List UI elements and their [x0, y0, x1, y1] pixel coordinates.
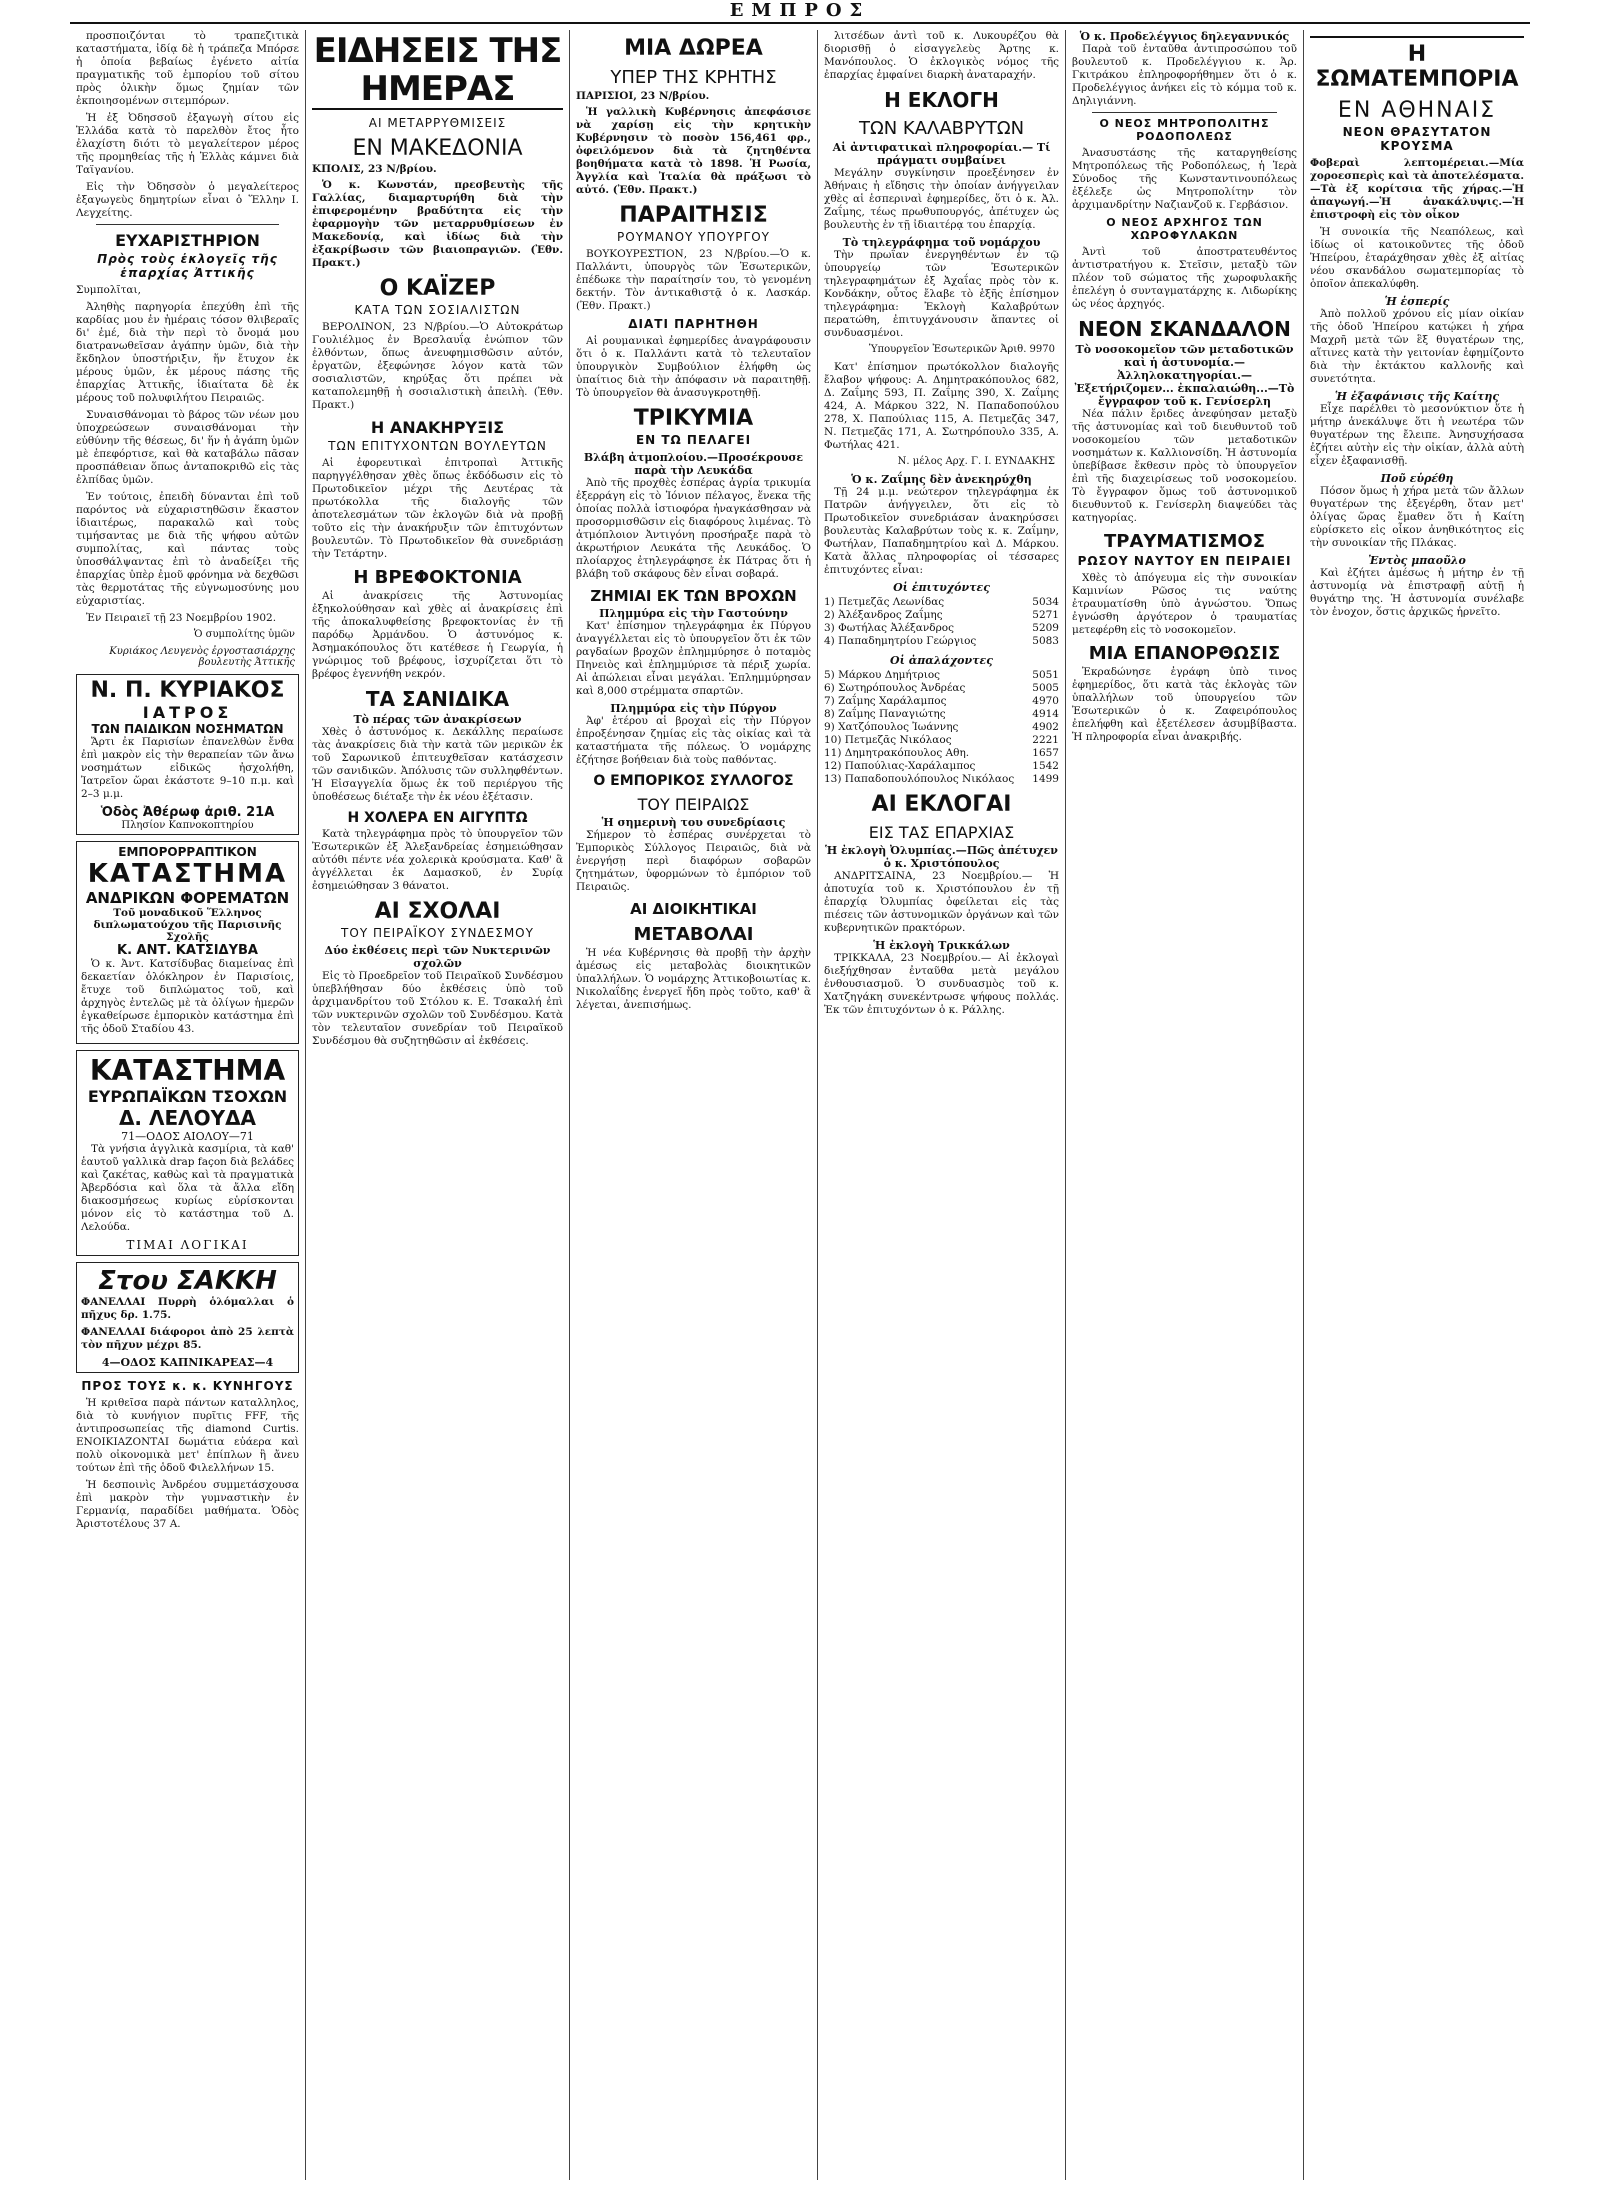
column-3: [570, 30, 818, 2180]
section-title: Ο ΝΕΟΣ ΜΗΤΡΟΠΟΛΙΤΗΣ ΡΟΔΟΠΟΛΕΩΣ: [1099, 117, 1270, 143]
paragraph: Ἀπὸ τῆς προχθὲς ἑσπέρας ἀγρία τρικυμία ἐξερράγη εἰς τὸ Ἰόνιον πέλαγος, ἕνεκα τῆς ὁποίας πολλὰ ἱστιοφόρα ἠναγκάσθησαν νὰ προσορμισθῶσιν εἰς διαφόρους λιμένας. Τὸ ἀτμόπλοιον Ἀντιγόνη προσήραξε παρὰ τὸ ἀκρωτήριον Λευκάτα τῆς Λευκάδος. Ὁ πλοίαρχος ἐτηλεγράφησε ἐκ Πάτρας ὅτι ἡ βλάβη τοῦ σκάφους δὲν εἶναι σοβαρά.: [576, 477, 811, 580]
list-item: [824, 695, 1059, 708]
list-item: [824, 760, 1059, 773]
section-title: ΑΙ ΕΚΛΟΓΑΙ: [871, 792, 1012, 817]
paragraph: Νέα πάλιν ἔριδες ἀνεφύησαν μεταξὺ τῆς ἀστυνομίας καὶ τοῦ διευθυντοῦ τοῦ νοσοκομείου τῶν μεταδοτικῶν νοσημάτων κ. Καλλιονσίδη. Ἡ ἀστυνομία ὑπεβίβασε ἔκθεσιν πρὸς τὸ ὑπουργεῖον ἐπὶ τῆς διαχειρίσεως τοῦ νοσοκομείου. Τὸ ἔγγραφον ὅμως τοῦ ἀστυνομικοῦ διευθυντοῦ κ. Γενίσερλη διαψεύδει τὰς κατηγορίας.: [1072, 408, 1297, 524]
section-head: Πλημμύρα εἰς τὴν Γαστούνην: [599, 607, 788, 620]
section-subtitle: ΝΕΟΝ ΘΡΑΣΥΤΑΤΟΝ ΚΡΟΥΣΜΑ: [1342, 125, 1492, 153]
signature: Ν. μέλος Αρχ. Γ. Ι. ΕΥΝΔΑΚΗΣ: [897, 456, 1055, 467]
candidate-name: 2) Ἀλέξανδρος Ζαΐμης: [824, 609, 943, 621]
section-title: ΑΙ ΜΕΤΑΡΡΥΘΜΙΣΕΙΣ: [368, 116, 507, 130]
subheading: Ποῦ εὑρέθη: [1380, 472, 1454, 485]
ad-text: Τὰ γνήσια ἀγγλικὰ κασμίρια, τὰ καθ' ἑαυτοῦ γαλλικὰ drap façon διὰ βελάδες καὶ ζακέτας, καθὼς καὶ τὰ πραγματικὰ Ἀβερδόσια καὶ ὅλα τὰ ἄλλα εἴδη διακοσμήσεως κυρίως εὑρίσκονται μόνον εἰς τὸ κατάστημα τοῦ Δ. Λελούδα.: [81, 1143, 295, 1233]
column-6: [1304, 30, 1530, 2180]
list-item: [824, 682, 1059, 695]
paragraph: Ἀφ' ἑτέρου αἱ βροχαὶ εἰς τὴν Πύργον ἐπροξένησαν ζημίας εἰς τὰς οἰκίας καὶ τὰ καταστήματα τῆς πόλεως. Ὁ νομάρχης ἐζήτησε βοήθειαν διὰ τοὺς παθόντας.: [576, 715, 811, 766]
section-subtitle: ΤΩΝ ΚΑΛΑΒΡΥΤΩΝ: [858, 118, 1025, 139]
ad-text: Ἡ δεσποινὶς Ἀνδρέου συμμετάσχουσα ἐπὶ μακρὸν τὴν γυμναστικὴν ἐν Γερμανίᾳ, παραδίδει μαθήματα. Ὁδὸς Ἀριστοτέλους 37 Α.: [76, 1479, 299, 1530]
paragraph: Συναισθάνομαι τὸ βάρος τῶν νέων μου ὑποχρεώσεων συναισθάνομαι τὴν εὐθύνην τῆς θέσεως, δι' ἥν ἡ ἀγάπη ὑμῶν μὲ ἐπεφόρτισε, καὶ θὰ καταβάλω πᾶσαν προσπάθειαν ὅπως ἀνταποκριθῶ εἰς τὰς ἐλπίδας ὑμῶν.: [76, 409, 299, 486]
section-title: Η ΧΟΛΕΡΑ ΕΝ ΑΙΓΥΠΤΩ: [347, 810, 528, 826]
ad-address: 71—ΟΔΟΣ ΑΙΟΛΟΥ—71: [121, 1130, 254, 1143]
section-subtitle: ΤΟΥ ΠΕΙΡΑΙΩΣ: [637, 795, 750, 814]
ad-text: Ὁ κ. Ἀντ. Κατσίδυβας διαμείνας ἐπὶ δεκαετίαν ὁλόκληρον ἐν Παρισίοις, ἔτυχε τοῦ διπλώματος τοῦ, καὶ ἀρχηγὸς ἐντελῶς μὲ τὰ ὀλίγων ἡμερῶν ἐγκαθείρωσε ἐμπορικὸν κατάστημα ἐπὶ τῆς ὁδοῦ Σταδίου 43.: [81, 958, 294, 1035]
ad-role: ΙΑΤΡΟΣ: [142, 703, 233, 722]
vote-count: 5209: [1032, 622, 1059, 634]
section-head: Βλάβη ἀτμοπλοίου.—Προσέκρουσε παρὰ τὴν Λευκάδα: [583, 451, 804, 477]
vote-count: 5051: [1032, 669, 1059, 681]
list-item: [824, 596, 1059, 609]
section-head: Τὸ τηλεγράφημα τοῦ νομάρχου: [842, 236, 1041, 249]
paragraph: Χθὲς τὸ ἀπόγευμα εἰς τὴν συνοικίαν Καμινίων Ρῶσος τις ναύτης ἐτραυματίσθη ὑπὸ ἀγνώστου. Ὅπως ἐγνώσθη ἀργότερον ὁ τραυματίας μετεφέρθη εἰς τὸ νοσοκομεῖον.: [1072, 572, 1297, 636]
paragraph: Κατὰ τηλεγράφημα πρὸς τὸ ὑπουργεῖον τῶν Ἐσωτερικῶν ἐξ Ἀλεξανδρείας ἐσημειώθησαν αὐτόθι πέντε νέα χολερικὰ κρούσματα. Καθ' ἃ ἀγγέλλεται ἐκ Δαμασκοῦ, ἐν Συρίᾳ ἐσημειώθησαν 3 θάνατοι.: [312, 828, 563, 892]
list-item: [824, 669, 1059, 682]
ad-subtitle: ΕΥΡΩΠΑΪΚΩΝ ΤΣΟΧΩΝ: [87, 1087, 288, 1106]
paragraph: Ἐν τούτοις, ἐπειδὴ δύνανται ἐπὶ τοῦ παρόντος νὰ εὐχαριστηθῶσιν ἕκαστον ἰδιαιτέρως, παρακαλῶ καὶ τοὺς τιμήσαντας με διὰ τῆς ψήφου αὐτῶν συμπολίτας, καὶ πάντας τοὺς ὑποσθάλψαντας ἐπὶ τὸ ἀναδείξει τῆς ἐπαρχίας ὑπὲρ ἐμοῦ φρόνημα νὰ δεχθῶσι τὰς θερμοτάτας τῆς εὐγνωμοσύνης μου εὐχαριστίας.: [76, 491, 299, 607]
candidate-name: 4) Παπαδημητρίου Γεώργιος: [824, 635, 977, 647]
section-subtitle: ΡΟΥΜΑΝΟΥ ΥΠΟΥΡΓΟΥ: [617, 230, 770, 244]
ad-text: Ἡ κριθεῖσα παρὰ πάντων καταλληλος, διὰ τὸ κυνήγιον πυρῖτις FFF, τῆς ἀντιπροσωπείας τῆς diamond Curtis. ΕΝΟΙΚΙΑΖΟΝΤΑΙ δωμάτια εὐάερα καὶ πολὺ οἰκονομικὰ μετ' ἐπίπλων ἢ ἄνευ τούτων ἐπὶ τῆς ὁδοῦ Φιλελλήνων 15.: [76, 1397, 299, 1474]
section-head: Ὁ κ. Προδελέγγιος δηλεγαννικός: [1079, 30, 1290, 43]
signature: Ὑπουργεῖον Ἐσωτερικῶν Ἀριθ. 9970: [869, 344, 1055, 355]
section-title: Ο ΕΜΠΟΡΙΚΟΣ ΣΥΛΛΟΓΟΣ: [593, 773, 794, 789]
advertisement-fabrics: [76, 1050, 299, 1256]
paragraph: Ἀληθὴς παρηγορία ἐπεχύθη ἐπὶ τῆς καρδίας μου ἐν ἡμέραις τόσον θλιβεραῖς δι' ἐμέ, διὰ τὴν περὶ τὸ ὄνομά μου διατρανωθεῖσαν ἀγάπην ὑμῶν, διὰ τὴν ἔκδηλον ὑποστήριξιν, ἥν ἔτυχον ἐκ μέρους ὑμῶν, ἐκ μέρους πάσης τῆς ἐπαρχίας Ἀττικῆς, ἰδιαίτατα δὲ ἐκ μέρους τοῦ πολυφιλήτου Πειραιῶς.: [76, 301, 299, 404]
ad-address: 4—ΟΔΟΣ ΚΑΠΝΙΚΑΡΕΑΣ—4: [101, 1356, 274, 1369]
paragraph: Παρὰ τοῦ ἐνταῦθα ἀντιπροσώπου τοῦ βουλευτοῦ κ. Προδελέγγιου κ. Ἀρ. Γκιτράκου ἐπληροφορήθημεν ὅτι ὁ κ. Προδελέγγιος ἀνήκει εἰς τὸ κόμμα τοῦ κ. Δηλιγιάννη.: [1072, 43, 1297, 107]
ad-text: ΦΑΝΕΛΛΑΙ διάφοροι ἀπὸ 25 λεπτὰ τὸν πῆχυν μέχρι 85.: [81, 1326, 294, 1351]
results-heading: Οἱ ἀπαλάχοντες: [890, 654, 993, 667]
section-title: ΕΥΧΑΡΙΣΤΗΡΙΟΝ: [115, 231, 260, 250]
paragraph: Κατ' ἐπίσημον πρωτόκολλον διαλογῆς ἔλαβον ψήφους: Α. Δημητρακόπουλος 682, Δ. Ζαΐμης 593, Π. Ζαΐμης 390, Χ. Ζαΐμης 424, Α. Μάρκου 322, Ν. Παπαδοπούλου 278, Χ. Παπούλιας 115, Α. Πετμεζᾶς 347, Ν. Πετμεζᾶς 171, Α. Σωτηρόπουλο 335, Α. Φωτήλας 421.: [824, 361, 1059, 451]
section-subtitle: ΕΝ ΤΩ ΠΕΛΑΓΕΙ: [635, 433, 752, 447]
section-head: Ὁ κ. Ζαΐμης δὲν ἀνεκηρύχθη: [851, 473, 1032, 486]
section-title: Ο ΝΕΟΣ ΑΡΧΗΓΟΣ ΤΩΝ ΧΩΡΟΦΥΛΑΚΩΝ: [1106, 216, 1263, 242]
paragraph: λιτσέδων ἀντὶ τοῦ κ. Λυκουρέζου θὰ διορισθῇ ὁ εἰσαγγελεὺς Ἀρτης κ. Μανόπουλος. Ὁ ἐκλογικὸς νόμος τῆς ἐπαρχίας ἐμφαίνει διαρκὴ ἀναταραχήν.: [824, 30, 1059, 81]
ad-title: ΚΑΤΑΣΤΗΜΑ: [89, 1054, 286, 1087]
paragraph: Καὶ ἐζήτει ἀμέσως ἡ μήτηρ ἐν τῇ ἀστυνομίᾳ νὰ ἐπιστραφῇ αὐτῇ ἡ θυγάτηρ της. Ἡ ἀστυνομία συνέλαβε τὸν ἐνοχον, ὅστις ἀρχικῶς ἠρνεῖτο.: [1310, 567, 1524, 618]
paragraph: Ἐκραδώνησε ἐγράφη ὑπὸ τινος ἐφημερίδος, ὅτι κατὰ τὰς ἐκλογὰς τῶν ὑπαλλήλων τοῦ ὑπουργείου τῶν Ἐσωτερικῶν ὁ κ. Ζαφειρόπουλος ἐπελήφθη καὶ ἐξετέλεσεν ἀσυμβίβαστα. Ἡ πληροφορία εἶναι ἀνακριβής.: [1072, 666, 1297, 743]
paragraph: Μεγάλην συγκίνησιν προεξένησεν ἐν Ἀθήναις ἡ εἴδησις τὴν ὁποίαν ἀνήγγειλαν χθὲς αἱ ἑσπεριναὶ ἐφημερίδες, ὅτι ὁ κ. Ἀλ. Ζαΐμης, τέως πρωθυπουργός, ἀπέτυχεν ὡς βουλευτὴς ἐν τῇ ἰδιαιτέρᾳ του ἐπαρχίᾳ.: [824, 167, 1059, 231]
candidate-name: 13) Παπαδοπουλόπουλος Νικόλαος: [824, 773, 1015, 785]
candidate-name: 7) Ζαΐμης Χαράλαμπος: [824, 695, 947, 707]
paragraph: προσποιζόνται τὸ τραπεζιτικὰ καταστήματα, ἰδίᾳ δὲ ἡ τράπεζα Μπόρσε ἡ ὁποία βεβαίως ἐγένετο αἰτία πραγματικῆς τοῦ ἐμπορίου τοῦ σίτου πρὸς ὀλικὴν ὅμως ζημίαν τῶν ἐκποιησομένων σιτεμπόρων.: [76, 30, 299, 107]
paragraph: Αἱ ἀνακρίσεις τῆς Ἀστυνομίας ἐξηκολούθησαν καὶ χθὲς αἱ ἀνακρίσεις ἐπὶ τῆς ἀποκαλυφθείσης βρεφοκτονίας ἐν τῇ παρόδῳ Ἀρμάνδου. Ὁ ἀστυνόμος κ. Ἀσημακόπουλος ὅτι κατέθεσε ἡ Γεωργία, ἡ γνώριμος τοῦ βρέφους, ἰσχυρίζεται ὅτι τὸ βρέφος ἐγεννήθη νεκρόν.: [312, 590, 563, 680]
paragraph: Τὴν πρωΐαν ἐνεργηθέντων ἐν τῷ ὑπουργείῳ τῶν Ἐσωτερικῶν τηλεγραφημάτων ἐξ Ἀχαΐας πρὸς τὸν κ. Κονδάκην, οὗτος ἔλαβε τὸ ἑξῆς ἐπίσημον τηλεγράφημα: Ἐκλογὴ Καλαβρύτων περατώθη, ἐπιτυγχάνουσιν ἅπαντες οἱ συνδυασμένοι.: [824, 249, 1059, 339]
ad-title: ΚΑΤΑΣΤΗΜΑ: [87, 859, 288, 889]
winners-list: [824, 596, 1059, 648]
vote-count: 1499: [1032, 773, 1059, 785]
vote-count: 2221: [1032, 734, 1059, 746]
columns: [70, 30, 1530, 2180]
ad-line: Τοῦ μοναδικοῦ Ἕλληνος διπλωματούχου τῆς Παρισινῆς Σχολῆς: [93, 907, 282, 943]
paragraph: Ἀπὸ πολλοῦ χρόνου εἰς μίαν οἰκίαν τῆς ὁδοῦ Ἠπείρου κατῴκει ἡ χήρα Μαχρῆ μετὰ τῶν ἓξ θυγατέρων της, αἵτινες κατὰ τὴν γειτονίαν ἐφημίζοντο διὰ τὴν ἐκτάκτου καλλονῆς καὶ συνετότητα.: [1310, 308, 1524, 385]
dateline: Ἐν Πειραιεῖ τῇ 23 Νοεμβρίου 1902.: [86, 612, 277, 624]
dateline: ΠΑΡΙΣΙΟΙ, 23 Ν/βρίου.: [576, 90, 710, 102]
paragraph: ΑΝΔΡΙΤΣΑΙΝΑ, 23 Νοεμβρίου.— Ἡ ἀποτυχία τοῦ κ. Χριστόπουλου ἐν τῇ ἐπαρχίᾳ Ὀλυμπίας ὀφείλεται εἰς τὰς πιέσεις τῶν ἀστυνομικῶν ὀργάνων καὶ τῶν κυβερνητικῶν πρακτόρων.: [824, 870, 1059, 934]
advertisement-sakkis: [76, 1262, 299, 1373]
subheading: Ἐντὸς μπαοῦλο: [1368, 554, 1466, 567]
section-head: Τὸ νοσοκομεῖον τῶν μεταδοτικῶν καὶ ἡ ἀστυνομία.—Ἀλληλοκατηγορίαι.—Ἐξετήριζομεν... ἐκπαλαιώθη...—Τὸ ἔγγραφον τοῦ κ. Γενίσερλη: [1074, 343, 1295, 408]
list-item: [824, 635, 1059, 648]
section-title: ΝΕΟΝ ΣΚΑΝΔΑΛΟΝ: [1078, 317, 1291, 341]
signature: Ὁ συμπολίτης ὑμῶν: [193, 629, 295, 640]
paragraph: Εἰς τὸ Προεδρεῖον τοῦ Πειραϊκοῦ Συνδέσμου ὑπεβλήθησαν δύο ἐκθέσεις ὑπὸ τοῦ ἀρχιμανδρίτου τοῦ Στόλου κ. Ε. Τσακαλή ἐπὶ τῶν νυκτερινῶν σχολῶν τοῦ Συνδέσμου. Κατὰ τὸν τελευταῖον συνεδρίαν τοῦ Πειραϊκοῦ Συνδέσμου θὰ συζητηθῶσιν αἱ ἐκθέσεις.: [312, 970, 563, 1047]
section-title: Η ΑΝΑΚΗΡΥΞΙΣ: [370, 418, 505, 437]
paragraph: Αἱ ἐφορευτικαὶ ἐπιτροπαὶ Ἀττικῆς παρηγγέλθησαν χθὲς ὅπως ἐκδόδωσιν εἰς τὸ Πρωτοδικεῖον μέχρι τῆς Δευτέρας τὰ πρωτόκολλα τῆς διαλογῆς τῶν ἀποτελεσμάτων τῶν ἐκλογῶν διὰ νὰ προβῇ τοῦτο εἰς τὴν ἀνακήρυξιν τῶν ἐπιτυχόντων βουλευτῶν. Τὸ Πρωτοδικεῖον θὰ συνεδριάσῃ τὴν Τετάρτην.: [312, 457, 563, 560]
signature: Κυριάκος Λευγενὸς ἐργοστασιάρχης βουλευτὴς Ἀττικῆς: [109, 646, 295, 668]
section-head: Αἱ ἀντιφατικαὶ πληροφορίαι.— Τί πράγματι συμβαίνει: [832, 141, 1051, 167]
ad-name: Δ. ΛΕΛΟΥΔΑ: [118, 1106, 257, 1130]
candidate-name: 6) Σωτηρόπουλος Ἀνδρέας: [824, 682, 966, 694]
section-subtitle: Πρὸς τοὺς ἐκλογεῖς τῆς ἐπαρχίας Ἀττικῆς: [97, 252, 278, 280]
divider: [96, 224, 279, 225]
paragraph: Ἡ συνοικία τῆς Νεαπόλεως, καὶ ἰδίως οἱ κατοικοῦντες τῆς ὁδοῦ Ἠπείρου, ἐταράχθησαν χθὲς ἐξ αἰτίας νέου σκανδάλου σωματεμπορίας τὸ ὁποῖον ἀπεκαλύφθη.: [1310, 226, 1524, 290]
paragraph: Τῇ 24 μ.μ. νεώτερον τηλεγράφημα ἐκ Πατρῶν ἀνήγγειλεν, ὅτι εἰς τὸ Πρωτοδικεῖον συνεδριάσαν ἀνακηρύσσει βουλευτὰς Καλαβρύτων τοὺς κ. κ. Ζαΐμην, Φωτήλαν, Παπαδημητρίου καὶ Δ. Μάρκου. Κατὰ ἄλλας πληροφορίας οἱ τέσσαρες ἐπιτυχόντες εἶναι:: [824, 486, 1059, 576]
losers-list: [824, 669, 1059, 786]
section-title-line-2: ΕΝ ΑΘΗΝΑΙΣ: [1337, 98, 1497, 123]
candidate-name: 5) Μάρκου Δημήτριος: [824, 669, 941, 681]
paragraph: Σήμερον τὸ ἑσπέρας συνέρχεται τὸ Ἐμπορικὸς Σύλλογος Πειραιῶς, διὰ νὰ ἐνεργήσῃ περὶ διαφόρων σοβαρῶν ζητημάτων, ὑφορμώνων τὸ ἐμπόριον τοῦ Πειραιῶς.: [576, 829, 811, 893]
paragraph: Εἶχε παρέλθει τὸ μεσονύκτιον ὅτε ἡ μήτηρ ἀνεκάλυψε ὅτι ἡ νεωτέρα τῶν θυγατέρων της ἔλειπε. Ἀνησυχήσασα ἐζήτει αὐτὴν εἰς τὴν οἰκίαν, ἀλλὰ αὐτὴ εἶχεν ἐξαφανισθῇ.: [1310, 403, 1524, 467]
paragraph: ΒΕΡΟΛΙΝΟΝ, 23 Ν/βρίου.—Ὁ Αὐτοκράτωρ Γουλιέλμος ἐν Βρεσλαυΐᾳ ἐνώπιον τῶν ἐλθόντων, ὅπως ἀνευφημισθῶσιν αὐτόν, ἐργατῶν, ἐξεφώνησε λόγον κατὰ τῶν σοσιαλιστῶν, κηρύξας ὅτι πρέπει νὰ καταπολεμηθῇ ἡ σοσιαλιστικὴ ἀπειλὴ. (Ἐθν. Πρακτ.): [312, 321, 563, 411]
subheading: Ἡ ἐξαφάνισις τῆς Καίτης: [1334, 390, 1500, 403]
paragraph: Αἱ ρουμανικαὶ ἐφημερίδες ἀναγράφουσιν ὅτι ὁ κ. Παλλάντι κατὰ τὸ τελευταῖον ὑπουργικὸν Συμβούλιον ἐλήφθη ὡς ὑπαίτιος διὰ τὴν ἀπόφασιν νὰ παραιτηθῇ. Τὸ ὑπουργεῖον θὰ ἀνασυγκροτηθῇ.: [576, 335, 811, 399]
paragraph: Χθὲς ὁ ἀστυνόμος κ. Δεκάλλης περαίωσε τὰς ἀνακρίσεις διὰ τὴν κατὰ τῶν μερικῶν ἐκ τοῦ Σαρωνικοῦ ἐπιτευχθεῖσαν κατάσχεσιν τῶν σανιδικῶν. Ἀπόλυσις τῶν συλληφθέντων. Ἡ Εἰσαγγελία ὅμως ἐκ τοῦ περιέργου τῆς ὑποθέσεως διέταξε τὴν ἐκ νέου ἐξέτασιν.: [312, 726, 563, 803]
paragraph: Ἡ νέα Κυβέρνησις θὰ προβῇ τὴν ἀρχὴν ἀμέσως εἰς μεταβολὰς διοικητικῶν ὑπαλλήλων. Ὁ νομάρχης Ἀττικοβοιωτίας κ. Νικολαΐδης ἐνεργεῖ ἤδη πρὸς τοῦτο, καθ' ἃ λέγεται, ἀνεπισήμως.: [576, 947, 811, 1011]
list-item: [824, 747, 1059, 760]
advertisement-doctor: [76, 674, 299, 835]
vote-count: 5034: [1032, 596, 1059, 608]
candidate-name: 8) Ζαΐμης Παναγιώτης: [824, 708, 946, 720]
candidate-name: 12) Παπούλιας-Χαράλαμπος: [824, 760, 976, 772]
paragraph: Πόσον ὅμως ἡ χήρα μετὰ τῶν ἄλλων θυγατέρων της ἐξεγέρθη, ὅταν μετ' ὀλίγας ὥρας ἔμαθεν ὅτι ἡ Καίτη εὑρίσκετο εἰς οἶκον ἀνηθικότητος εἰς τὴν συνοικίαν τῆς Πλάκας.: [1310, 485, 1524, 549]
vote-count: 4970: [1032, 695, 1059, 707]
section-head: Τὸ πέρας τῶν ἀνακρίσεων: [353, 713, 522, 726]
vote-count: 4914: [1032, 708, 1059, 720]
section-head: Ἡ σημερινὴ του συνεδρίασις: [601, 816, 786, 829]
ad-title: ΠΡΟΣ ΤΟΥΣ κ. κ. ΚΥΝΗΓΟΥΣ: [81, 1379, 294, 1393]
section-title: Η ΒΡΕΦΟΚΤΟΝΙΑ: [353, 567, 522, 588]
divider: [1092, 112, 1277, 113]
list-item: [824, 622, 1059, 635]
section-title: ΑΙ ΣΧΟΛΑΙ: [374, 899, 501, 924]
section-head: Ἡ ἐκλογὴ Ὀλυμπίας.—Πῶς ἀπέτυχεν ὁ κ. Χριστόπουλος: [825, 844, 1058, 870]
section-title: Ο ΚΑΪΖΕΡ: [379, 276, 496, 301]
paragraph: Ἡ γαλλικὴ Κυβέρνησις ἀπεφάσισε νὰ χαρίσῃ εἰς τὴν κρητικὴν Κυβέρνησιν τὸ ποσὸν 156,461 φρ., ὀφειλόμενον διὰ τὰ ζητηθέντα βοηθήματα κατὰ τὸ 1898. Ἡ Ρωσία, Ἀγγλία καὶ Ἰταλία θὰ πράξωσι τὸ αὐτό. (Ἐθν. Πρακτ.): [576, 106, 811, 196]
ad-text: Ἄρτι ἐκ Παρισίων ἐπανελθὼν ἔνθα ἐπὶ μακρὸν εἰς τὴν θεραπείαν τῶν ἄνω νοσημάτων εἰδικῶς ἠσχολήθη, Ἰατρεῖον ὥραι ἑκάστοτε 9–10 π.μ. καὶ 2–3 μ.μ.: [81, 736, 294, 800]
section-head: Ἡ ἐκλογὴ Τρικκάλων: [873, 939, 1010, 952]
results-heading: Οἱ ἐπιτυχόντες: [893, 581, 990, 594]
ad-note: Πλησίον Καπνοκοπτηρίου: [121, 820, 254, 831]
ad-subtitle: ΑΝΔΡΙΚΩΝ ΦΟΡΕΜΑΤΩΝ: [85, 889, 290, 907]
section-title: Η ΕΚΛΟΓΗ: [884, 88, 999, 112]
section-subtitle: ΜΕΤΑΒΟΛΑΙ: [633, 924, 754, 945]
section-subtitle: ΡΩΣΟΥ ΝΑΥΤΟΥ ΕΝ ΠΕΙΡΑΙΕΙ: [1077, 554, 1292, 568]
candidate-name: 10) Πετμεζᾶς Νικόλαος: [824, 734, 952, 746]
ad-address: Ὁδὸς Ἀθέρωφ ἀριθ. 21Α: [100, 805, 275, 820]
section-subtitle: ΥΠΕΡ ΤΗΣ ΚΡΗΤΗΣ: [610, 67, 777, 88]
candidate-name: 11) Δημητρακόπουλος Αθη.: [824, 747, 970, 759]
paragraph: Ὁ κ. Κωνστάν, πρεσβευτὴς τῆς Γαλλίας, διαμαρτυρήθη διὰ τὴν ἐπιφερομένην βραδύτητα εἰς τὴν ἐφαρμογὴν τῶν μεταρρυθμίσεων ἐν Μακεδονίᾳ, καὶ ἰδίως διὰ τὴν ἐξακρίβωσιν τῶν βιαιοπραγιῶν. (Ἐθν. Πρακτ.): [312, 179, 563, 269]
paragraph: ΤΡΙΚΚΑΛΑ, 23 Νοεμβρίου.— Αἱ ἐκλογαὶ διεξήχθησαν ἐνταῦθα μετὰ μεγάλου ἐνθουσιασμοῦ. Ὁ συνδυασμὸς τοῦ κ. Χατζηγάκη συνεκέντρωσε ψήφους πολλάς. Ἐκ τῶν ἐπιτυχόντων ὁ κ. Ράλλης.: [824, 952, 1059, 1016]
vote-count: 1542: [1032, 760, 1059, 772]
ad-name: Κ. ΑΝΤ. ΚΑΤΣΙΔΥΒΑ: [117, 943, 258, 958]
dateline: ΚΠΟΛΙΣ, 23 Ν/βρίου.: [312, 163, 437, 175]
vote-count: 5005: [1032, 682, 1059, 694]
advertisement-tailor: [76, 841, 299, 1044]
ad-name: Ν. Π. ΚΥΡΙΑΚΟΣ: [90, 678, 285, 703]
list-item: [824, 721, 1059, 734]
paragraph: Εἰς τὴν Ὀδησσὸν ὁ μεγαλείτερος ἐξαγωγεὺς δημητρίων εἶναι ὁ Ἕλλην Ι. Λεγχείτης.: [76, 181, 299, 219]
section-title: ΜΙΑ ΔΩΡΕΑ: [624, 36, 763, 61]
list-item: [824, 609, 1059, 622]
section-subtitle: ΤΩΝ ΕΠΙΤΥΧΟΝΤΩΝ ΒΟΥΛΕΥΤΩΝ: [328, 439, 547, 453]
masthead: ΕΜΠΡΟΣ: [70, 0, 1530, 24]
section-head: Φοβεραὶ λεπτομέρειαι.—Μία χοροεσπερὶς καὶ τὰ ἀποτελέσματα.—Τὰ ἐξ κορίτσια τῆς χήρας.—Ἡ ἀπαγωγή.—Ἡ ἀνακάλυψις.—Ἡ ἐπιστροφὴ εἰς τὸν οἶκον: [1310, 157, 1524, 221]
candidate-name: 9) Χατζόπουλος Ἰωάννης: [824, 721, 959, 733]
ad-specialty: ΤΩΝ ΠΑΙΔΙΚΩΝ ΝΟΣΗΜΑΤΩΝ: [91, 722, 284, 736]
paragraph: Συμπολῖται,: [76, 284, 141, 296]
ad-text: ΦΑΝΕΛΛΑΙ Πυρρὴ ὁλόμαλλαι ὁ πῆχυς δρ. 1.75.: [81, 1296, 294, 1321]
section-title: ΑΙ ΔΙΟΙΚΗΤΙΚΑΙ: [630, 900, 757, 918]
ad-top: ΕΜΠΟΡΟΡΡΑΠΤΙΚΟΝ: [118, 845, 257, 859]
section-title: ΤΡΑΥΜΑΤΙΣΜΟΣ: [1103, 531, 1266, 552]
paragraph: ΒΟΥΚΟΥΡΕΣΤΙΟΝ, 23 Ν/βρίου.—Ὁ κ. Παλλάντι, ὑπουργὸς τῶν Ἐσωτερικῶν, ἐπέδωκε τὴν παραίτησίν του, τὸ γενομένη δεκτήν. Τὸν ἀντικαθιστᾷ ὁ κ. Λασκάρ. (Ἐθν. Πρακτ.): [576, 248, 811, 312]
ad-prices: ΤΙΜΑΙ ΛΟΓΙΚΑΙ: [126, 1238, 249, 1252]
vote-count: 1657: [1032, 747, 1059, 759]
vote-count: 5271: [1032, 609, 1059, 621]
vote-count: 4902: [1032, 721, 1059, 733]
paragraph: Ἡ ἐξ Ὀδησσοῦ ἐξαγωγὴ σίτου εἰς Ἑλλάδα κατὰ τὸ παρελθὸν ἔτος ἦτο ἐλαχίστη διότι τὸ μεγαλείτερον μέρος τῆς προμηθείας τῆς ἡ Ἑλλὰς κάμνει διὰ Ταϊγανίου.: [76, 112, 299, 176]
section-title: ΖΗΜΙΑΙ ΕΚ ΤΩΝ ΒΡΟΧΩΝ: [590, 587, 797, 605]
candidate-name: 1) Πετμεζᾶς Λεωνίδας: [824, 596, 945, 608]
section-subtitle: ΕΝ ΜΑΚΕΔΟΝΙΑ: [352, 136, 523, 161]
section-subtitle: ΤΟΥ ΠΕΙΡΑΪΚΟΥ ΣΥΝΔΕΣΜΟΥ: [341, 926, 534, 940]
list-item: [824, 708, 1059, 721]
section-subtitle: ΕΙΣ ΤΑΣ ΕΠΑΡΧΙΑΣ: [868, 823, 1015, 842]
section-title: ΠΑΡΑΙΤΗΣΙΣ: [619, 203, 768, 228]
paragraph: Ἀνασυστάσης τῆς καταργηθείσης Μητροπόλεως τῆς Ροδοπόλεως, ἡ Ἱερὰ Σύνοδος τῆς Κωνσταντινουπόλεως ἐξέλεξε ὡς Μητροπολίτην τὸν ἀρχιμανδρίτην Ναζιανζοῦ κ. Γερβάσιον.: [1072, 147, 1297, 211]
subheading: Ἡ ἑσπερίς: [1384, 295, 1450, 308]
section-head: ΔΙΑΤΙ ΠΑΡΗΤΗΘΗ: [628, 317, 759, 331]
section-head: Πλημμύρα εἰς τὴν Πύργον: [610, 702, 777, 715]
column-2: [306, 30, 570, 2180]
list-item: [824, 734, 1059, 747]
section-title: ΤΡΙΚΥΜΙΑ: [633, 406, 754, 431]
section-title: ΤΑ ΣΑΝΙΔΙΚΑ: [365, 687, 510, 711]
section-title: ΜΙΑ ΕΠΑΝΟΡΘΩΣΙΣ: [1088, 643, 1281, 664]
list-item: [824, 773, 1059, 786]
vote-count: 5083: [1032, 635, 1059, 647]
news-banner: ΕΙΔΗΣΕΙΣ ΤΗΣ ΗΜΕΡΑΣ: [313, 31, 562, 109]
paragraph: Κατ' ἐπίσημον τηλεγράφημα ἐκ Πύργου ἀναγγέλλεται εἰς τὸ ὑπουργεῖον ὅτι ἐκ τῶν ραγδαίων βροχῶν ἐπλημμύρησε ὁ ποταμὸς Πηνειὸς καὶ ἐπλημμύρισε τὰ πέριξ χωρία. Αἱ ἀπώλειαι εἶναι μεγάλαι. Ἐπλημμύρησαν καὶ 8,000 στρέμματα σπαρτῶν.: [576, 620, 811, 697]
section-subtitle: ΚΑΤΑ ΤΩΝ ΣΟΣΙΑΛΙΣΤΩΝ: [354, 303, 521, 317]
column-4: [818, 30, 1066, 2180]
candidate-name: 3) Φωτήλας Ἀλέξανδρος: [824, 622, 954, 634]
column-5: [1066, 30, 1304, 2180]
section-head: Δύο ἐκθέσεις περὶ τῶν Νυκτερινῶν σχολῶν: [324, 944, 551, 970]
ad-title: Στου ΣΑΚΚΗ: [98, 1266, 277, 1296]
paragraph: Ἀντὶ τοῦ ἀποστρατευθέντος ἀντιστρατήγου κ. Στεῖσιν, μεταξὺ τῶν πλέον τοῦ σώματος τῆς χωροφυλακῆς ἐπελέγη ὁ συνταγματάρχης κ. Λιδωρίκης ὡς νέος ἀρχηγός.: [1072, 246, 1297, 310]
column-1: [70, 30, 306, 2180]
section-title: Η ΣΩΜΑΤΕΜΠΟΡΙΑ: [1310, 36, 1524, 92]
